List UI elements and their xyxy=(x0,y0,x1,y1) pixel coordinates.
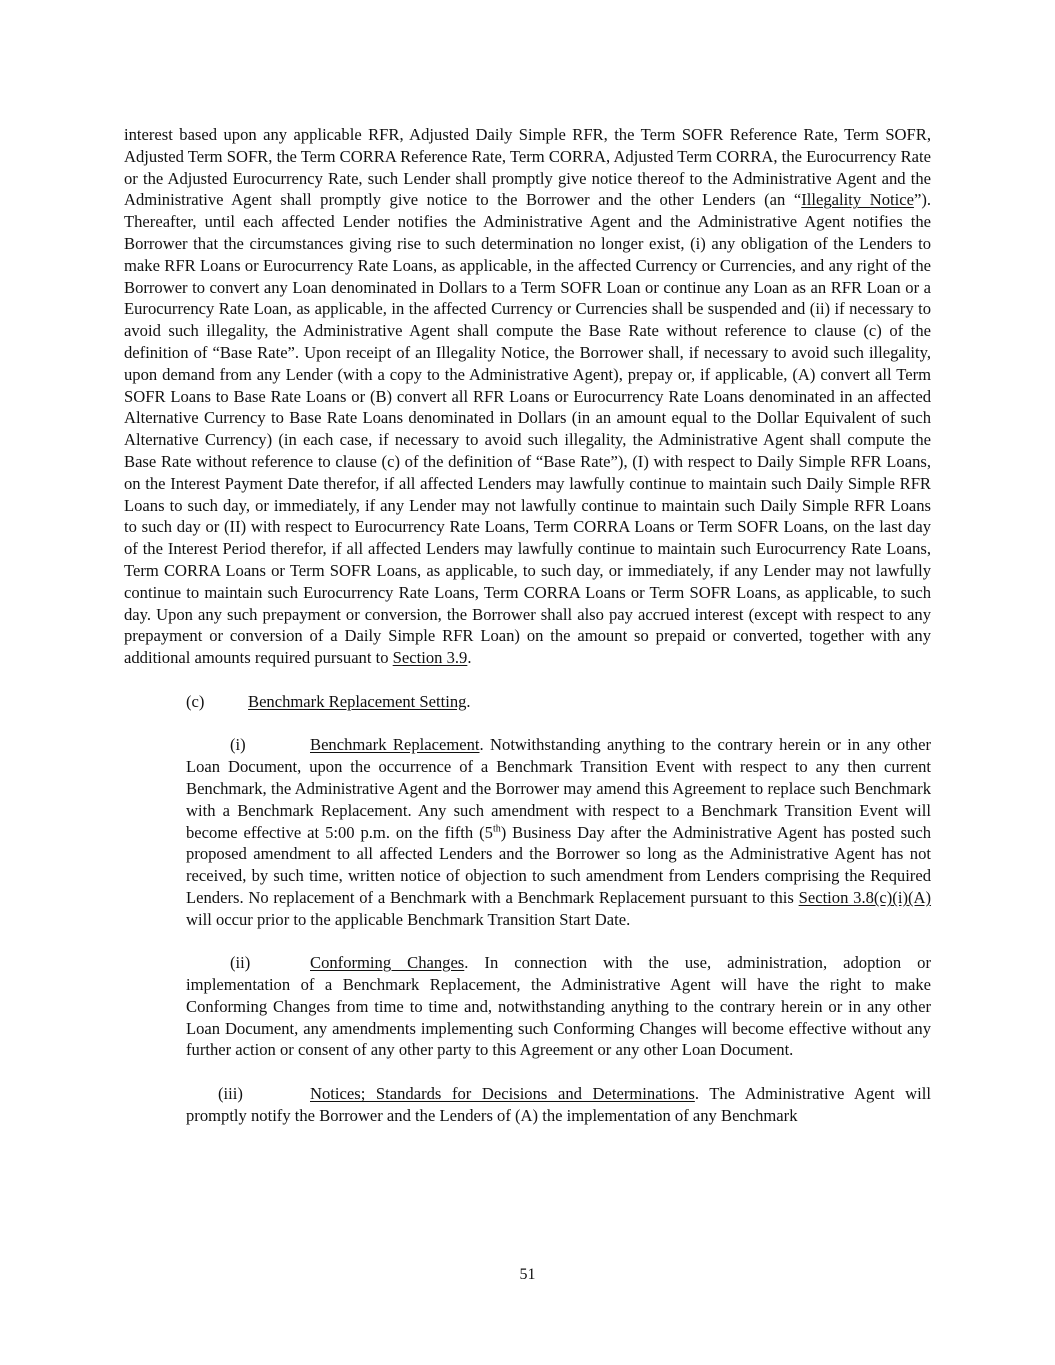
paragraph-text: ”). Thereafter, until each affected Lender notifies the Administrative Agent and the Administrative Agent notifies the Borrower that the circumstances giving rise to such determination no longer exist, (i) any obligation of the Lenders to make RFR Loans or Eurocurrency Rate Loans, as applicable, in the affected Currency or Currencies, and any right of the Borrower to convert any Loan denominated in Dollars to a Term SOFR Loan or continue any Loan as an RFR Loan or a Eurocurrency Rate Loan, as applicable, in the affected Currency or Currencies shall be suspended and (ii) if necessary to avoid such illegality, the Administrative Agent shall compute the Base Rate without reference to clause (c) of the definition of “Base Rate”. Upon receipt of an Illegality Notice, the Borrower shall, if necessary to avoid such illegality, upon demand from any Lender (with a copy to the Administrative Agent), prepay or, if applicable, (A) convert all Term SOFR Loans to Base Rate Loans or (B) convert all RFR Loans or Eurocurrency Rate Loans denominated in an affected Alternative Currency to Base Rate Loans denominated in Dollars (in an amount equal to the Dollar Equivalent of such Alternative Currency) (in each case, if necessary to avoid such illegality, the Administrative Agent shall compute the Base Rate without reference to clause (c) of the definition of “Base Rate”), (I) with respect to Daily Simple RFR Loans, on the Interest Payment Date therefor, if all affected Lenders may lawfully continue to maintain such Daily Simple RFR Loans to such day, or immediately, if any Lender may not lawfully continue to maintain such Daily Simple RFR Loans to such day or (II) with respect to Eurocurrency Rate Loans, Term CORRA Loans or Term SOFR Loans, on the last day of the Interest Period therefor, if all affected Lenders may lawfully continue to maintain such Eurocurrency Rate Loans, Term CORRA Loans or Term SOFR Loans, as applicable, to such day, or immediately, if any Lender may not lawfully continue to maintain such Eurocurrency Rate Loans, Term CORRA Loans or Term SOFR Loans, as applicable, to such day. Upon any such prepayment or conversion, the Borrower shall also pay accrued interest (except with respect to any prepayment or conversion of a Daily Simple RFR Loan) on the amount so prepaid or converted, together with any additional amounts required pursuant to xyxy=(124,190,931,668)
section-reference-3-8: Section 3.8(c)(i)(A) xyxy=(798,887,932,907)
subsection-label: (ii) xyxy=(230,953,251,973)
section-c-heading xyxy=(124,691,931,713)
subsection-text: will occur prior to the applicable Benchmark Transition Start Date. xyxy=(186,909,631,929)
subsection-label: (i) xyxy=(230,735,246,755)
heading-punctuation: . xyxy=(466,691,471,711)
subsection-label: (iii) xyxy=(218,1084,243,1104)
section-label: (c) xyxy=(186,691,205,711)
subsection-text: . Notwithstanding anything to the contrary herein or in any other Loan Document, upon the occurrence of a Benchmark Transition Event with respect to any then current Benchmark, the Administrative Agent and the Borrower may amend this Agreement to replace such Benchmark with a Benchmark Replacement. Any such amendment with respect to a Benchmark Transition Event will become effective at 5:00 p.m. on the fifth (5 xyxy=(186,735,931,842)
section-reference-3-9: Section 3.9 xyxy=(392,648,468,668)
defined-term-illegality-notice: Illegality Notice xyxy=(801,190,914,210)
subsection-heading: Benchmark Replacement xyxy=(310,735,480,755)
document-page xyxy=(124,124,931,1127)
section-heading-text: Benchmark Replacement Setting xyxy=(248,691,467,711)
subsection-text: . In connection with the use, administration, adoption or implementation of a Benchmark Replacement, the Administrative Agent will have the right to make Conforming Changes from time to time and, notwithstanding anything to the contrary herein or in any other Loan Document, any amendments implementing such Conforming Changes will become effective without any further action or consent of any other party to this Agreement or any other Loan Document. xyxy=(186,953,932,1060)
subsection-text: . The Administrative Agent will promptly notify the Borrower and the Lenders of (A) the implementation of any Benchmark xyxy=(186,1084,931,1125)
superscript: th xyxy=(492,822,501,834)
paragraph-text: . xyxy=(467,648,472,668)
paragraph-illegality xyxy=(124,124,931,669)
subsection-iii xyxy=(186,1083,931,1127)
subsection-heading: Notices; Standards for Decisions and Determinations xyxy=(310,1084,695,1104)
subsection-text: ) Business Day after the Administrative Agent has posted such proposed amendment to all affected Lenders and the Borrower so long as the Administrative Agent has not received, by such time, written notice of objection to such amendment from Lenders comprising the Required Lenders. No replacement of a Benchmark with a Benchmark Replacement pursuant to this xyxy=(186,822,932,907)
subsection-heading: Conforming Changes xyxy=(310,953,465,973)
subsection-i xyxy=(186,734,931,930)
subsection-ii xyxy=(186,952,931,1061)
page-number: 51 xyxy=(519,1266,536,1283)
subsections xyxy=(124,734,931,1126)
paragraph-text: interest based upon any applicable RFR, Adjusted Daily Simple RFR, the Term SOFR Reference Rate, Term SOFR, Adjusted Term SOFR, the Term CORRA Reference Rate, Term CORRA, Adjusted Term CORRA, the Eurocurrency Rate or the Adjusted Eurocurrency Rate, such Lender shall promptly give notice thereof to the Administrative Agent and the Administrative Agent shall promptly give notice to the Borrower and the other Lenders (an “ xyxy=(124,125,931,210)
